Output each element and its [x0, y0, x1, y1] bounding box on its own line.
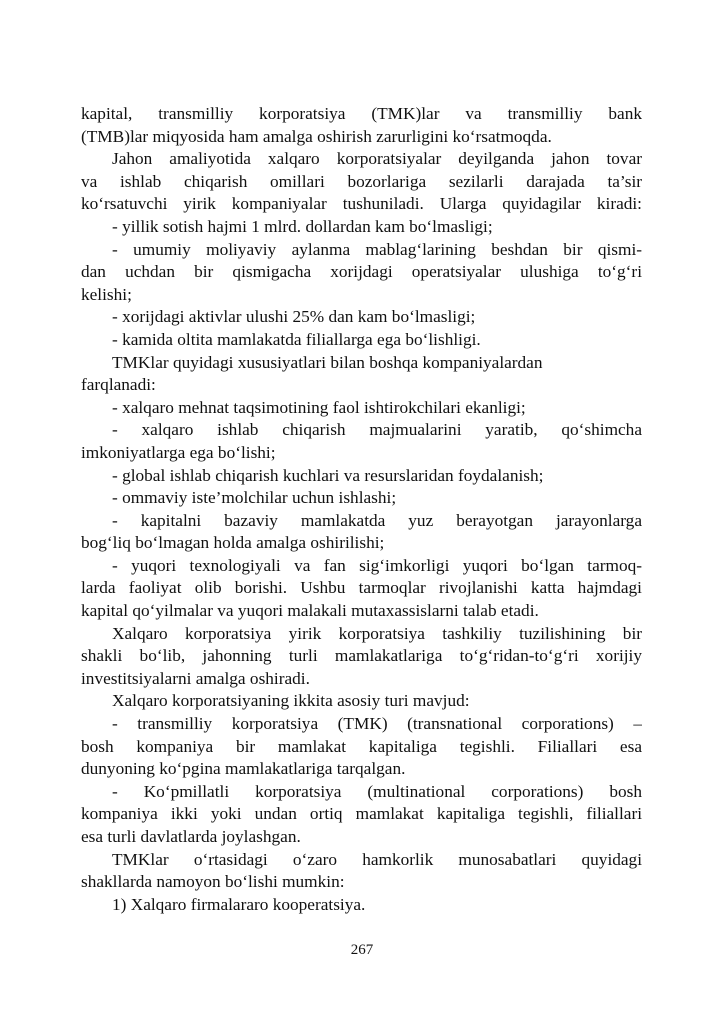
text-line: Xalqaro korporatsiya yirik korporatsiya tashkiliy tuzilishining bir [112, 623, 642, 643]
text-line: larda faoliyat olib borishi. Ushbu tarmoqlar rivojlanishi katta hajmdagi [81, 578, 642, 598]
text-line: kompaniya ikki yoki undan ortiq mamlakat kapitaliga tegishli, filiallari [81, 804, 642, 824]
list-item: - kamida oltita mamlakatda filiallarga ega bo‘lishligi. [112, 329, 481, 349]
text-line: shakllarda namoyon bo‘lishi mumkin: [81, 872, 345, 892]
list-item: - transmilliy korporatsiya (TMK) (transnational corporations) – [112, 714, 642, 734]
page-body [81, 103, 642, 916]
text-line: investitsiyalarni amalga oshiradi. [81, 668, 310, 688]
text-line: farqlanadi: [81, 375, 156, 395]
list-item: 1) Xalqaro firmalararo kooperatsiya. [112, 894, 366, 914]
text-line: (TMB)lar miqyosida ham amalga oshirish zarurligini ko‘rsatmoqda. [81, 126, 552, 146]
list-item: - kapitalni bazaviy mamlakatda yuz berayotgan jarayonlarga [112, 510, 642, 530]
list-item: - umumiy moliyaviy aylanma mablag‘larining beshdan bir qismi- [112, 239, 642, 259]
text-line: Xalqaro korporatsiyaning ikkita asosiy turi mavjud: [112, 691, 470, 711]
list-item: - xalqaro mehnat taqsimotining faol ishtirokchilari ekanligi; [112, 397, 526, 417]
list-item: - Ko‘pmillatli korporatsiya (multinational corporations) bosh [112, 781, 642, 801]
list-item: - yillik sotish hajmi 1 mlrd. dollardan kam bo‘lmasligi; [112, 216, 493, 236]
text-line: bosh kompaniya bir mamlakat kapitaliga tegishli. Filiallari esa [81, 736, 642, 756]
text-line: dunyoning ko‘pgina mamlakatlariga tarqalgan. [81, 759, 406, 779]
text-line: kapital qo‘yilmalar va yuqori malakali mutaxassislarni talab etadi. [81, 601, 539, 621]
text-line: imkoniyatlarga ega bo‘lishi; [81, 442, 276, 462]
page-number: 267 [350, 942, 374, 958]
text-line: va ishlab chiqarish omillari bozorlariga sezilarli darajada ta’sir [81, 171, 642, 191]
text-line: Jahon amaliyotida xalqaro korporatsiyalar deyilganda jahon tovar [112, 149, 642, 169]
text-line: bog‘liq bo‘lmagan holda amalga oshirilishi; [81, 533, 385, 553]
text-line: ko‘rsatuvchi yirik kompaniyalar tushuniladi. Ularga quyidagilar kiradi: [81, 194, 642, 214]
text-line: kelishi; [81, 284, 132, 304]
text-line: shakli bo‘lib, jahonning turli mamlakatlariga to‘g‘ridan-to‘g‘ri xorijiy [81, 646, 642, 666]
text-line: TMKlar quyidagi xususiyatlari bilan boshqa kompaniyalardan [112, 352, 543, 372]
list-item: - xorijdagi aktivlar ulushi 25% dan kam bo‘lmasligi; [112, 307, 476, 327]
text-line: esa turli davlatlarda joylashgan. [81, 827, 301, 846]
list-item: - yuqori texnologiyali va fan sig‘imkorligi yuqori bo‘lgan tarmoq- [112, 555, 642, 575]
list-item: - ommaviy iste’molchilar uchun ishlashi; [112, 488, 397, 508]
text-line: kapital, transmilliy korporatsiya (TMK)lar va transmilliy bank [81, 104, 642, 123]
list-item: - xalqaro ishlab chiqarish majmualarini yaratib, qo‘shimcha [112, 420, 642, 440]
text-line: dan uchdan bir qismigacha xorijdagi operatsiyalar ulushiga to‘g‘ri [81, 262, 642, 282]
text-line: TMKlar o‘rtasidagi o‘zaro hamkorlik munosabatlari quyidagi [112, 849, 642, 869]
list-item: - global ishlab chiqarish kuchlari va resurslaridan foydalanish; [112, 465, 544, 485]
